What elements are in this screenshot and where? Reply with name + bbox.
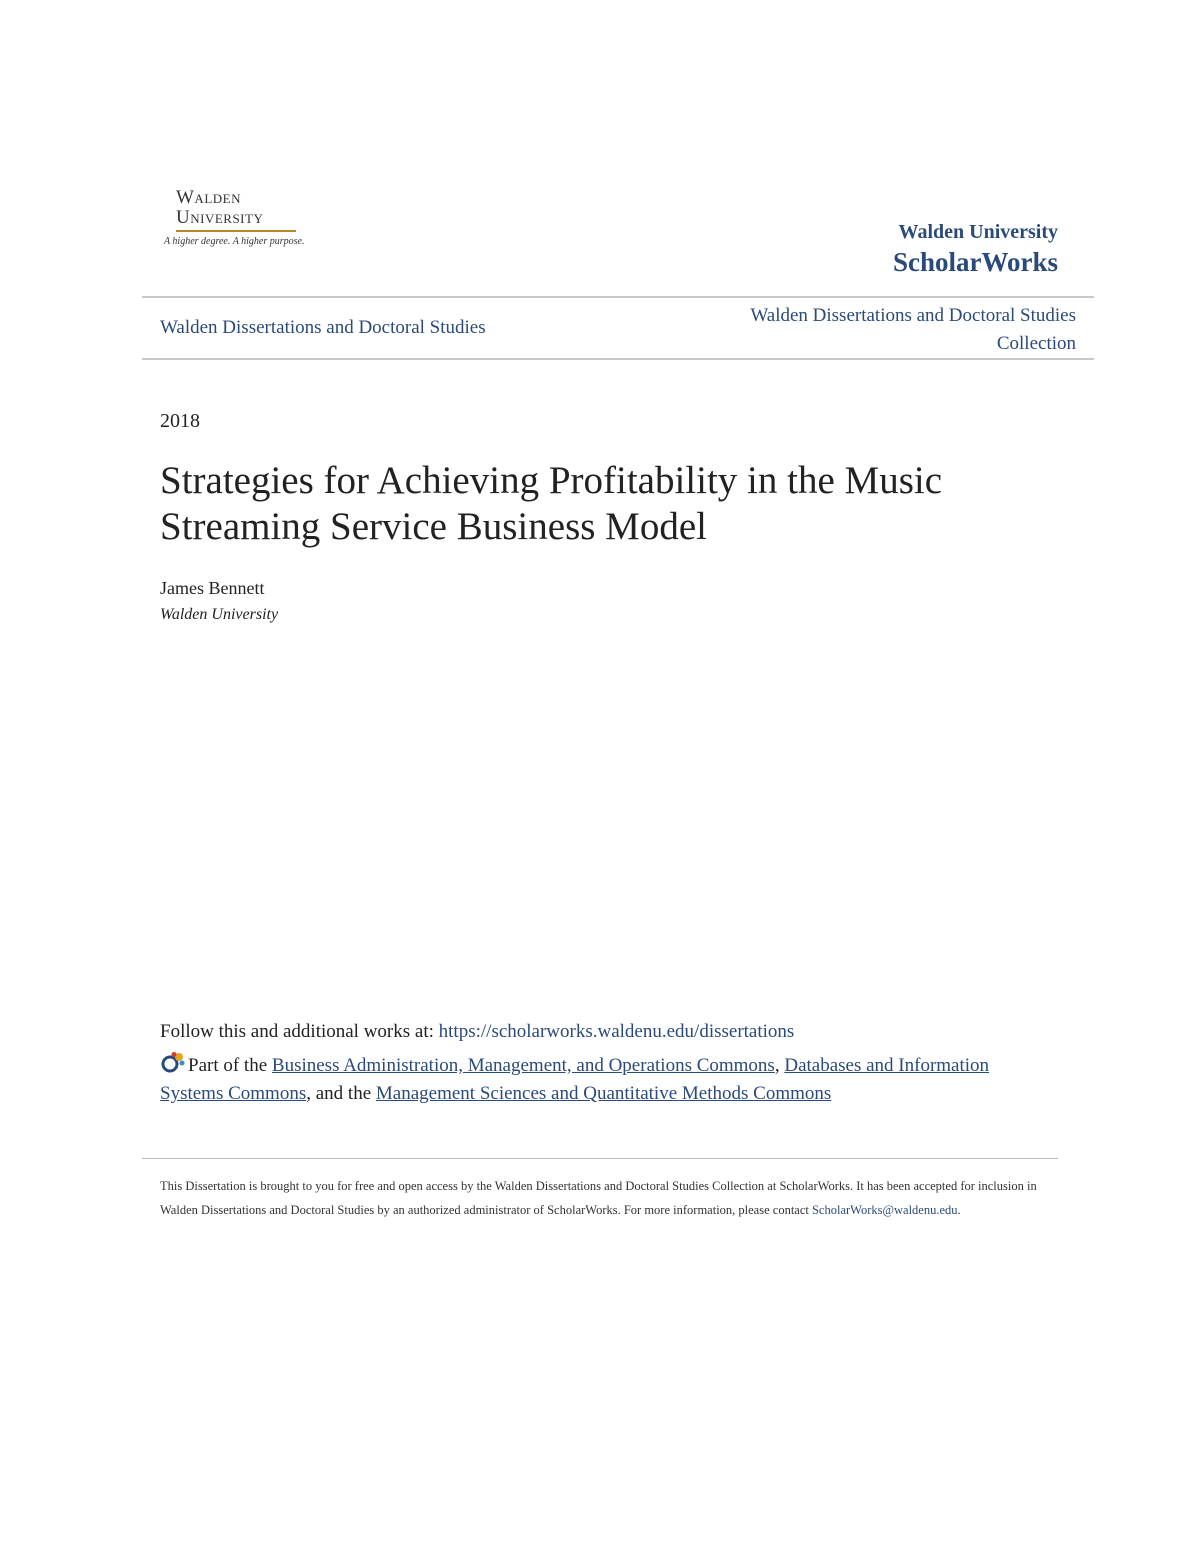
commons-link-management-sciences[interactable]: Management Sciences and Quantitative Methods Commons [375,1083,832,1104]
part-of-mid: , and the [306,1083,376,1104]
logo-rule [176,230,296,232]
commons-link-databases[interactable]: Databases and Information Systems Commons [160,1055,990,1104]
series-link-left[interactable]: Walden Dissertations and Doctoral Studies [160,317,486,338]
notice-text: This Dissertation is brought to you for free and open access by the Walden Dissertations and Doctoral Studies Collection at ScholarWorks. It has been accepted for inclusion in Walden Dissertations and Doctoral Studies by an authorized administrator of ScholarWorks. For more information, please contact [160,1179,1037,1217]
follow-line [160,1018,1060,1046]
notice-end: . [957,1203,961,1217]
divider-footer [142,1158,1058,1159]
author-name: James Bennett [160,578,265,598]
repository-name-top[interactable]: Walden University [898,221,1058,243]
part-of-prefix: Part of the [188,1055,272,1076]
contact-email-link[interactable]: ScholarWorks@waldenu.edu [811,1203,958,1217]
divider-header [142,358,1094,360]
part-of-commons [160,1052,1040,1108]
author-affiliation: Walden University [160,606,279,623]
repository-name-bottom[interactable]: ScholarWorks [892,247,1058,277]
follow-url-link[interactable]: https://scholarworks.waldenu.edu/dissertations [438,1021,795,1042]
publication-year: 2018 [160,410,200,432]
follow-label: Follow this and additional works at: [160,1021,439,1042]
logo-line-2: University [176,207,264,228]
access-notice [160,1174,1050,1222]
divider-top [142,296,1094,298]
series-right-line-1: Walden Dissertations and Doctoral Studies [750,305,1076,326]
series-right-line-2: Collection [996,333,1076,354]
commons-link-business-admin[interactable]: Business Administration, Management, and Operations Commons [271,1055,775,1076]
logo-tagline: A higher degree. A higher purpose. [164,236,305,247]
series-link-right[interactable] [656,302,1076,358]
part-of-sep: , [774,1055,785,1076]
walden-university-logo [160,168,320,253]
logo-line-1: Walden [176,187,241,208]
commons-network-icon [160,1052,186,1074]
document-title: Strategies for Achieving Profitability in the Music Streaming Service Business Model [160,459,943,548]
